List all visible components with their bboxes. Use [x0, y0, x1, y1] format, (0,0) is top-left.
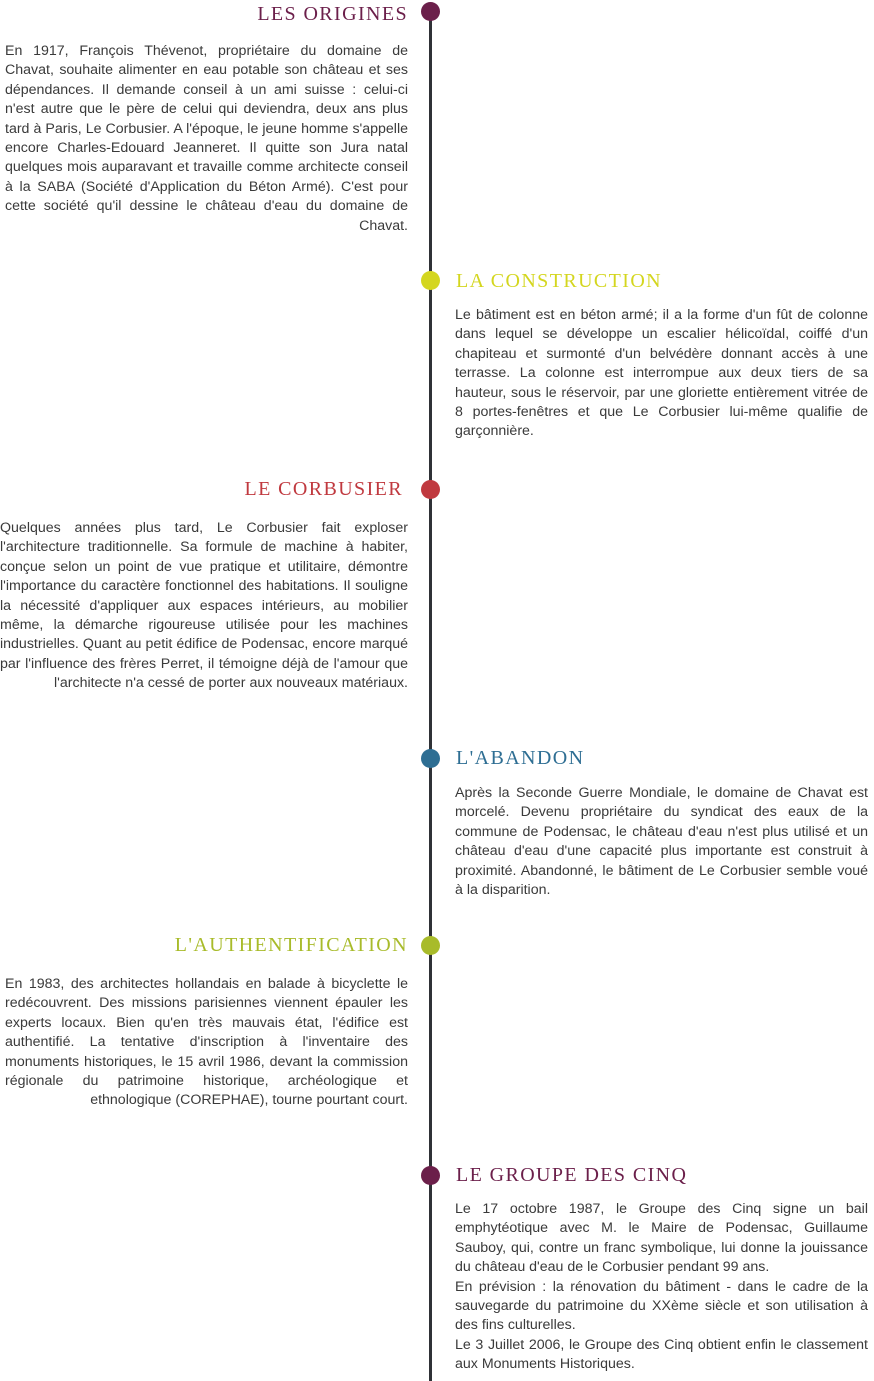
- paragraph: En prévision : la rénovation du bâtiment - dans le cadre de la sauvegarde du patrimoine du XXème siècle et son utilisation à des fins culturelles.: [455, 1278, 868, 1334]
- timeline-dot-abandon: [421, 749, 440, 768]
- section-text-groupe-des-cinq: [455, 1200, 868, 1375]
- timeline-dot-construction: [421, 271, 440, 290]
- paragraph: Le 3 Juillet 2006, le Groupe des Cinq obtient enfin le classement aux Monuments Historiques.: [455, 1336, 868, 1373]
- section-title-construction: LA CONSTRUCTION: [456, 270, 663, 292]
- section-title-authentification: L'AUTHENTIFICATION: [174, 934, 408, 956]
- section-text-abandon: Après la Seconde Guerre Mondiale, le domaine de Chavat est morcelé. Devenu propriétaire du syndicat des eaux de la commune de Podensac, le château d'eau n'est plus utilisé et un château d'eau d'une capacité plus importante est construit à proximité. Abandonné, le bâtiment de Le Corbusier semble voué à la disparition.: [455, 785, 868, 899]
- timeline-dot-corbusier: [421, 480, 440, 499]
- section-text-construction: Le bâtiment est en béton armé; il a la forme d'un fût de colonne dans lequel se développe un escalier hélicoïdal, coiffé d'un chapiteau et surmonté d'un belvédère donnant accès à une terrasse. La colonne est interrompue aux deux tiers de sa hauteur, sous le réservoir, par une gloriette entièrement vitrée de 8 portes-fenêtres et que Le Corbusier lui-même qualifie de garçonnière.: [455, 307, 868, 440]
- section-title-origines: LES ORIGINES: [257, 3, 408, 25]
- timeline-dot-origines: [421, 2, 440, 21]
- timeline-dot-authentification: [421, 936, 440, 955]
- paragraph: Le 17 octobre 1987, le Groupe des Cinq signe un bail emphytéotique avec M. le Maire de Podensac, Guillaume Sauboy, qui, contre un franc symbolique, lui donne la jouissance du château d'eau de le Corbusier pendant 99 ans.: [455, 1201, 868, 1276]
- timeline-dot-groupe-des-cinq: [421, 1166, 440, 1185]
- section-text-origines: En 1917, François Thévenot, propriétaire du domaine de Chavat, souhaite alimenter en eau potable son château et ses dépendances. Il demande conseil à un ami suisse : celui-ci n'est autre que le père de celui qui deviendra, deux ans plus tard à Paris, Le Corbusier. A l'époque, le jeune homme s'appelle encore Charles-Edouard Jeanneret. Il quitte son Jura natal quelques mois auparavant et travaille comme architecte conseil à la SABA (Société d'Application du Béton Armé). C'est pour cette société qu'il dessine le château d'eau du domaine de Chavat.: [5, 43, 408, 234]
- section-text-corbusier: Quelques années plus tard, Le Corbusier fait exploser l'architecture traditionnelle. Sa formule de machine à habiter, conçue selon un point de vue pratique et utilitaire, démontre l'importance du caractère fonctionnel des habitations. Il souligne la nécessité d'appliquer aux espaces intérieurs, au mobilier même, la démarche rigoureuse utilisée pour les machines industrielles. Quant au petit édifice de Podensac, encore marqué par l'influence des frères Perret, il témoigne déjà de l'amour que l'architecte n'a cessé de porter aux nouveaux matériaux.: [0, 520, 408, 692]
- section-title-groupe-des-cinq: LE GROUPE DES CINQ: [456, 1164, 688, 1186]
- section-title-abandon: L'ABANDON: [456, 747, 585, 769]
- section-text-authentification: En 1983, des architectes hollandais en balade à bicyclette le redécouvrent. Des missions parisiennes viennent épauler les experts locaux. Bien qu'en très mauvais état, l'édifice est authentifié. La tentative d'inscription à l'inventaire des monuments historiques, le 15 avril 1986, devant la commission régionale du patrimoine historique, archéologique et ethnologique (COREPHAE), tourne pourtant court.: [5, 976, 408, 1109]
- section-title-corbusier: LE CORBUSIER: [244, 478, 403, 500]
